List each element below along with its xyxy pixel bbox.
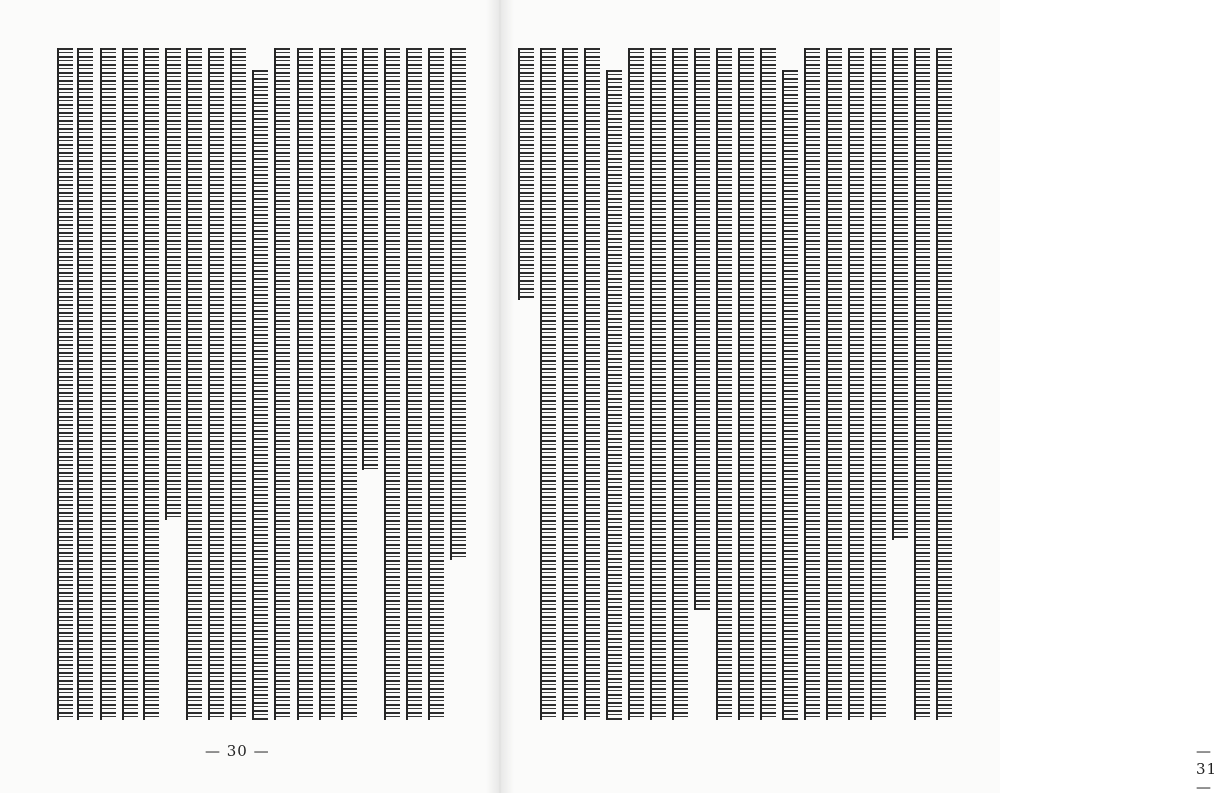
text-column-right <box>826 48 842 720</box>
text-column-left <box>122 48 138 720</box>
text-column-left <box>208 48 224 720</box>
text-column-left <box>186 48 202 720</box>
text-column-right <box>694 48 710 610</box>
text-column-right <box>540 48 556 720</box>
text-column-left <box>362 48 378 470</box>
page-right <box>500 0 1217 796</box>
text-column-right <box>936 48 952 720</box>
text-column-left <box>57 48 73 720</box>
text-column-right <box>584 48 600 720</box>
text-column-right <box>870 48 886 720</box>
book-gutter <box>486 0 514 793</box>
text-column-left <box>341 48 357 720</box>
text-column-left <box>165 48 181 520</box>
text-column-right <box>628 48 644 720</box>
text-column-left <box>252 70 268 720</box>
text-column-left <box>319 48 335 720</box>
text-column-left <box>406 48 422 720</box>
text-column-right <box>606 70 622 720</box>
text-column-right <box>892 48 908 540</box>
text-column-left <box>274 48 290 720</box>
text-column-left <box>143 48 159 720</box>
text-column-right <box>914 48 930 720</box>
page-number-left: — 30 — <box>205 742 270 760</box>
text-column-left <box>384 48 400 720</box>
text-column-left <box>428 48 444 720</box>
text-column-right <box>782 70 798 720</box>
text-column-right <box>760 48 776 720</box>
text-column-right <box>650 48 666 720</box>
text-column-left <box>230 48 246 720</box>
text-column-right <box>672 48 688 720</box>
text-column-left <box>100 48 116 720</box>
text-column-right <box>562 48 578 720</box>
text-column-right <box>804 48 820 720</box>
page-number-right: — 31 — <box>1196 742 1217 796</box>
text-column-left <box>450 48 466 560</box>
text-column-left <box>77 48 93 720</box>
text-column-right <box>738 48 754 720</box>
text-column-right <box>848 48 864 720</box>
text-column-right <box>518 48 534 300</box>
text-column-left <box>297 48 313 720</box>
text-column-right <box>716 48 732 720</box>
page-left <box>0 0 500 793</box>
